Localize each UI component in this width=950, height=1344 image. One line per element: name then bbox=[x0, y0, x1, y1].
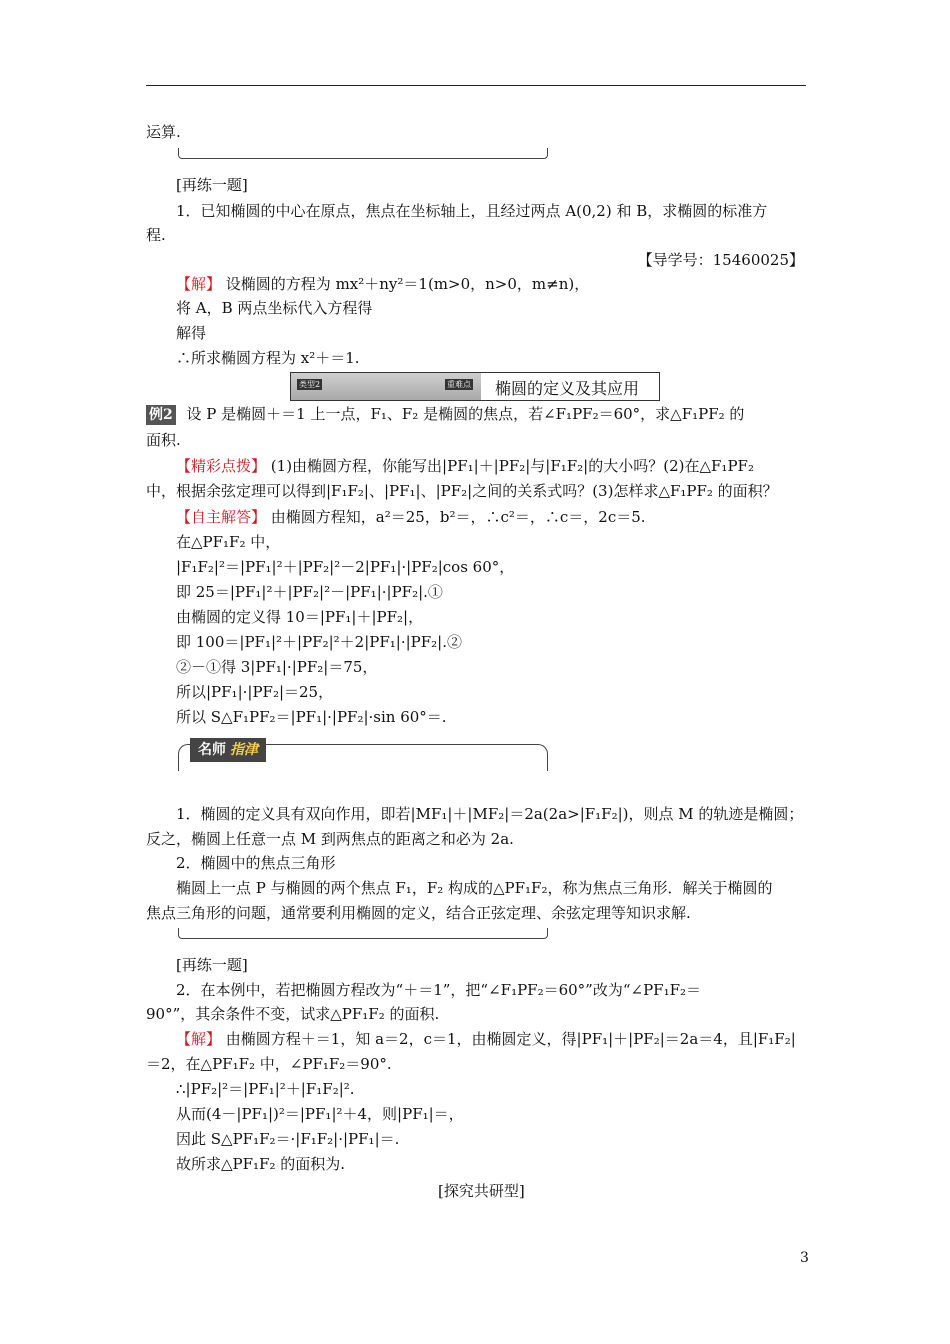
solution-text: 设椭圆的方程为 mx²＋ny²＝1(m>0，n>0，m≠n)， bbox=[225, 275, 590, 293]
formula-line: 因此 S△PF₁F₂＝·|F₁F₂|·|PF₁|＝. bbox=[176, 1130, 400, 1148]
text-line: 在△PF₁F₂ 中， bbox=[176, 533, 281, 551]
hint-line bbox=[176, 456, 754, 476]
example-badge: 例2 bbox=[146, 405, 176, 425]
reference-number: 【导学号：15460025】 bbox=[637, 251, 804, 269]
section-bracket-bottom bbox=[178, 148, 548, 159]
formula-line: ∴|PF₂|²＝|PF₁|²＋|F₁F₂|². bbox=[176, 1080, 355, 1098]
example-line bbox=[146, 404, 744, 425]
text-line: 1．椭圆的定义具有双向作用，即若|MF₁|＋|MF₂|＝2a(2a>|F₁F₂|)，则点 M 的轨迹是椭圆； bbox=[176, 805, 804, 823]
section-type-bar bbox=[290, 372, 660, 401]
exercise-question: 1．已知椭圆的中心在原点，焦点在坐标轴上，且经过两点 A(0,2) 和 B，求椭圆的标准方 bbox=[176, 202, 768, 220]
text-line: 将 A，B 两点坐标代入方程得 bbox=[176, 299, 373, 317]
formula-line: 所以 S△F₁PF₂＝|PF₁|·|PF₂|·sin 60°＝. bbox=[176, 708, 447, 726]
text-line: ＝2，在△PF₁F₂ 中，∠PF₁F₂＝90°. bbox=[146, 1055, 392, 1073]
formula-line: 所以|PF₁|·|PF₂|＝25， bbox=[176, 683, 334, 701]
text-line: 中，根据余弦定理可以得到|F₁F₂|、|PF₁|、|PF₂|之间的关系式吗？(3)怎样求△F₁PF₂ 的面积？ bbox=[146, 482, 778, 500]
solution-label: 【解】 bbox=[176, 275, 222, 293]
header-rule bbox=[146, 85, 806, 86]
example-text: 设 P 是椭圆＋＝1 上一点，F₁、F₂ 是椭圆的焦点，若∠F₁PF₂＝60°，求△F₁PF₂ 的 bbox=[186, 405, 745, 423]
text-line: 运算. bbox=[146, 123, 181, 141]
answer-line bbox=[176, 507, 646, 527]
solution-line bbox=[176, 274, 589, 294]
type-title: 椭圆的定义及其应用 bbox=[495, 379, 640, 398]
formula-line: 由椭圆的定义得 10＝|PF₁|＋|PF₂|， bbox=[176, 608, 424, 626]
section-label: [再练一题] bbox=[176, 176, 248, 194]
text-line: 椭圆上一点 P 与椭圆的两个焦点 F₁，F₂ 构成的△PF₁F₂，称为焦点三角形．解关于椭圆的 bbox=[176, 879, 773, 897]
formula-line: 即 25＝|PF₁|²＋|PF₂|²－|PF₁|·|PF₂|.① bbox=[176, 583, 443, 601]
type-label: 类型2 bbox=[299, 380, 321, 389]
formula-line: 即 100＝|PF₁|²＋|PF₂|²＋2|PF₁|·|PF₂|.② bbox=[176, 633, 462, 651]
text-line: 2．椭圆中的焦点三角形 bbox=[176, 854, 336, 872]
teacher-guide-label: 名师 bbox=[198, 742, 226, 758]
solution-label: 【解】 bbox=[176, 1030, 222, 1048]
answer-label: 【自主解答】 bbox=[176, 508, 267, 526]
text-line: 解得 bbox=[176, 324, 207, 342]
section-bracket-bottom bbox=[178, 928, 548, 939]
text-line: 面积. bbox=[146, 431, 181, 449]
type-tag: 重难点 bbox=[447, 380, 471, 389]
text-line: 程. bbox=[146, 226, 166, 244]
hint-label: 【精彩点拨】 bbox=[176, 457, 267, 475]
solution-text: 由椭圆方程＋＝1，知 a＝2，c＝1，由椭圆定义，得|PF₁|＋|PF₂|＝2a＝4，且|F₁F₂| bbox=[225, 1030, 796, 1048]
hint-text: (1)由椭圆方程，你能写出|PF₁|＋|PF₂|与|F₁F₂|的大小吗？(2)在△F₁PF₂ bbox=[270, 457, 754, 475]
formula-line: |F₁F₂|²＝|PF₁|²＋|PF₂|²－2|PF₁|·|PF₂|cos 60°， bbox=[176, 558, 515, 576]
text-line: 焦点三角形的问题，通常要利用椭圆的定义，结合正弦定理、余弦定理等知识求解. bbox=[146, 904, 691, 922]
formula-line: ②－①得 3|PF₁|·|PF₂|＝75， bbox=[176, 658, 378, 676]
text-line: 90°”，其余条件不变，试求△PF₁F₂ 的面积. bbox=[146, 1005, 440, 1023]
teacher-guide-em: 指津 bbox=[230, 742, 258, 758]
page-number: 3 bbox=[800, 1250, 809, 1266]
text-line: ∴所求椭圆方程为 x²＋＝1. bbox=[176, 349, 360, 367]
section-label: [探究共研型] bbox=[438, 1182, 525, 1200]
formula-line: 从而(4－|PF₁|)²＝|PF₁|²＋4，则|PF₁|＝， bbox=[176, 1105, 464, 1123]
answer-text: 由椭圆方程知，a²＝25，b²＝，∴c²＝，∴c＝，2c＝5. bbox=[270, 508, 646, 526]
formula-line: 故所求△PF₁F₂ 的面积为. bbox=[176, 1155, 346, 1173]
exercise-question: 2．在本例中，若把椭圆方程改为“＋＝1”，把“∠F₁PF₂＝60°”改为“∠PF₁F₂＝ bbox=[176, 981, 702, 999]
solution-line bbox=[176, 1029, 796, 1049]
section-label: [再练一题] bbox=[176, 956, 248, 974]
teacher-guide-badge bbox=[190, 738, 266, 762]
text-line: 反之，椭圆上任意一点 M 到两焦点的距离之和必为 2a. bbox=[146, 830, 514, 848]
type-bar-shade bbox=[291, 373, 481, 400]
